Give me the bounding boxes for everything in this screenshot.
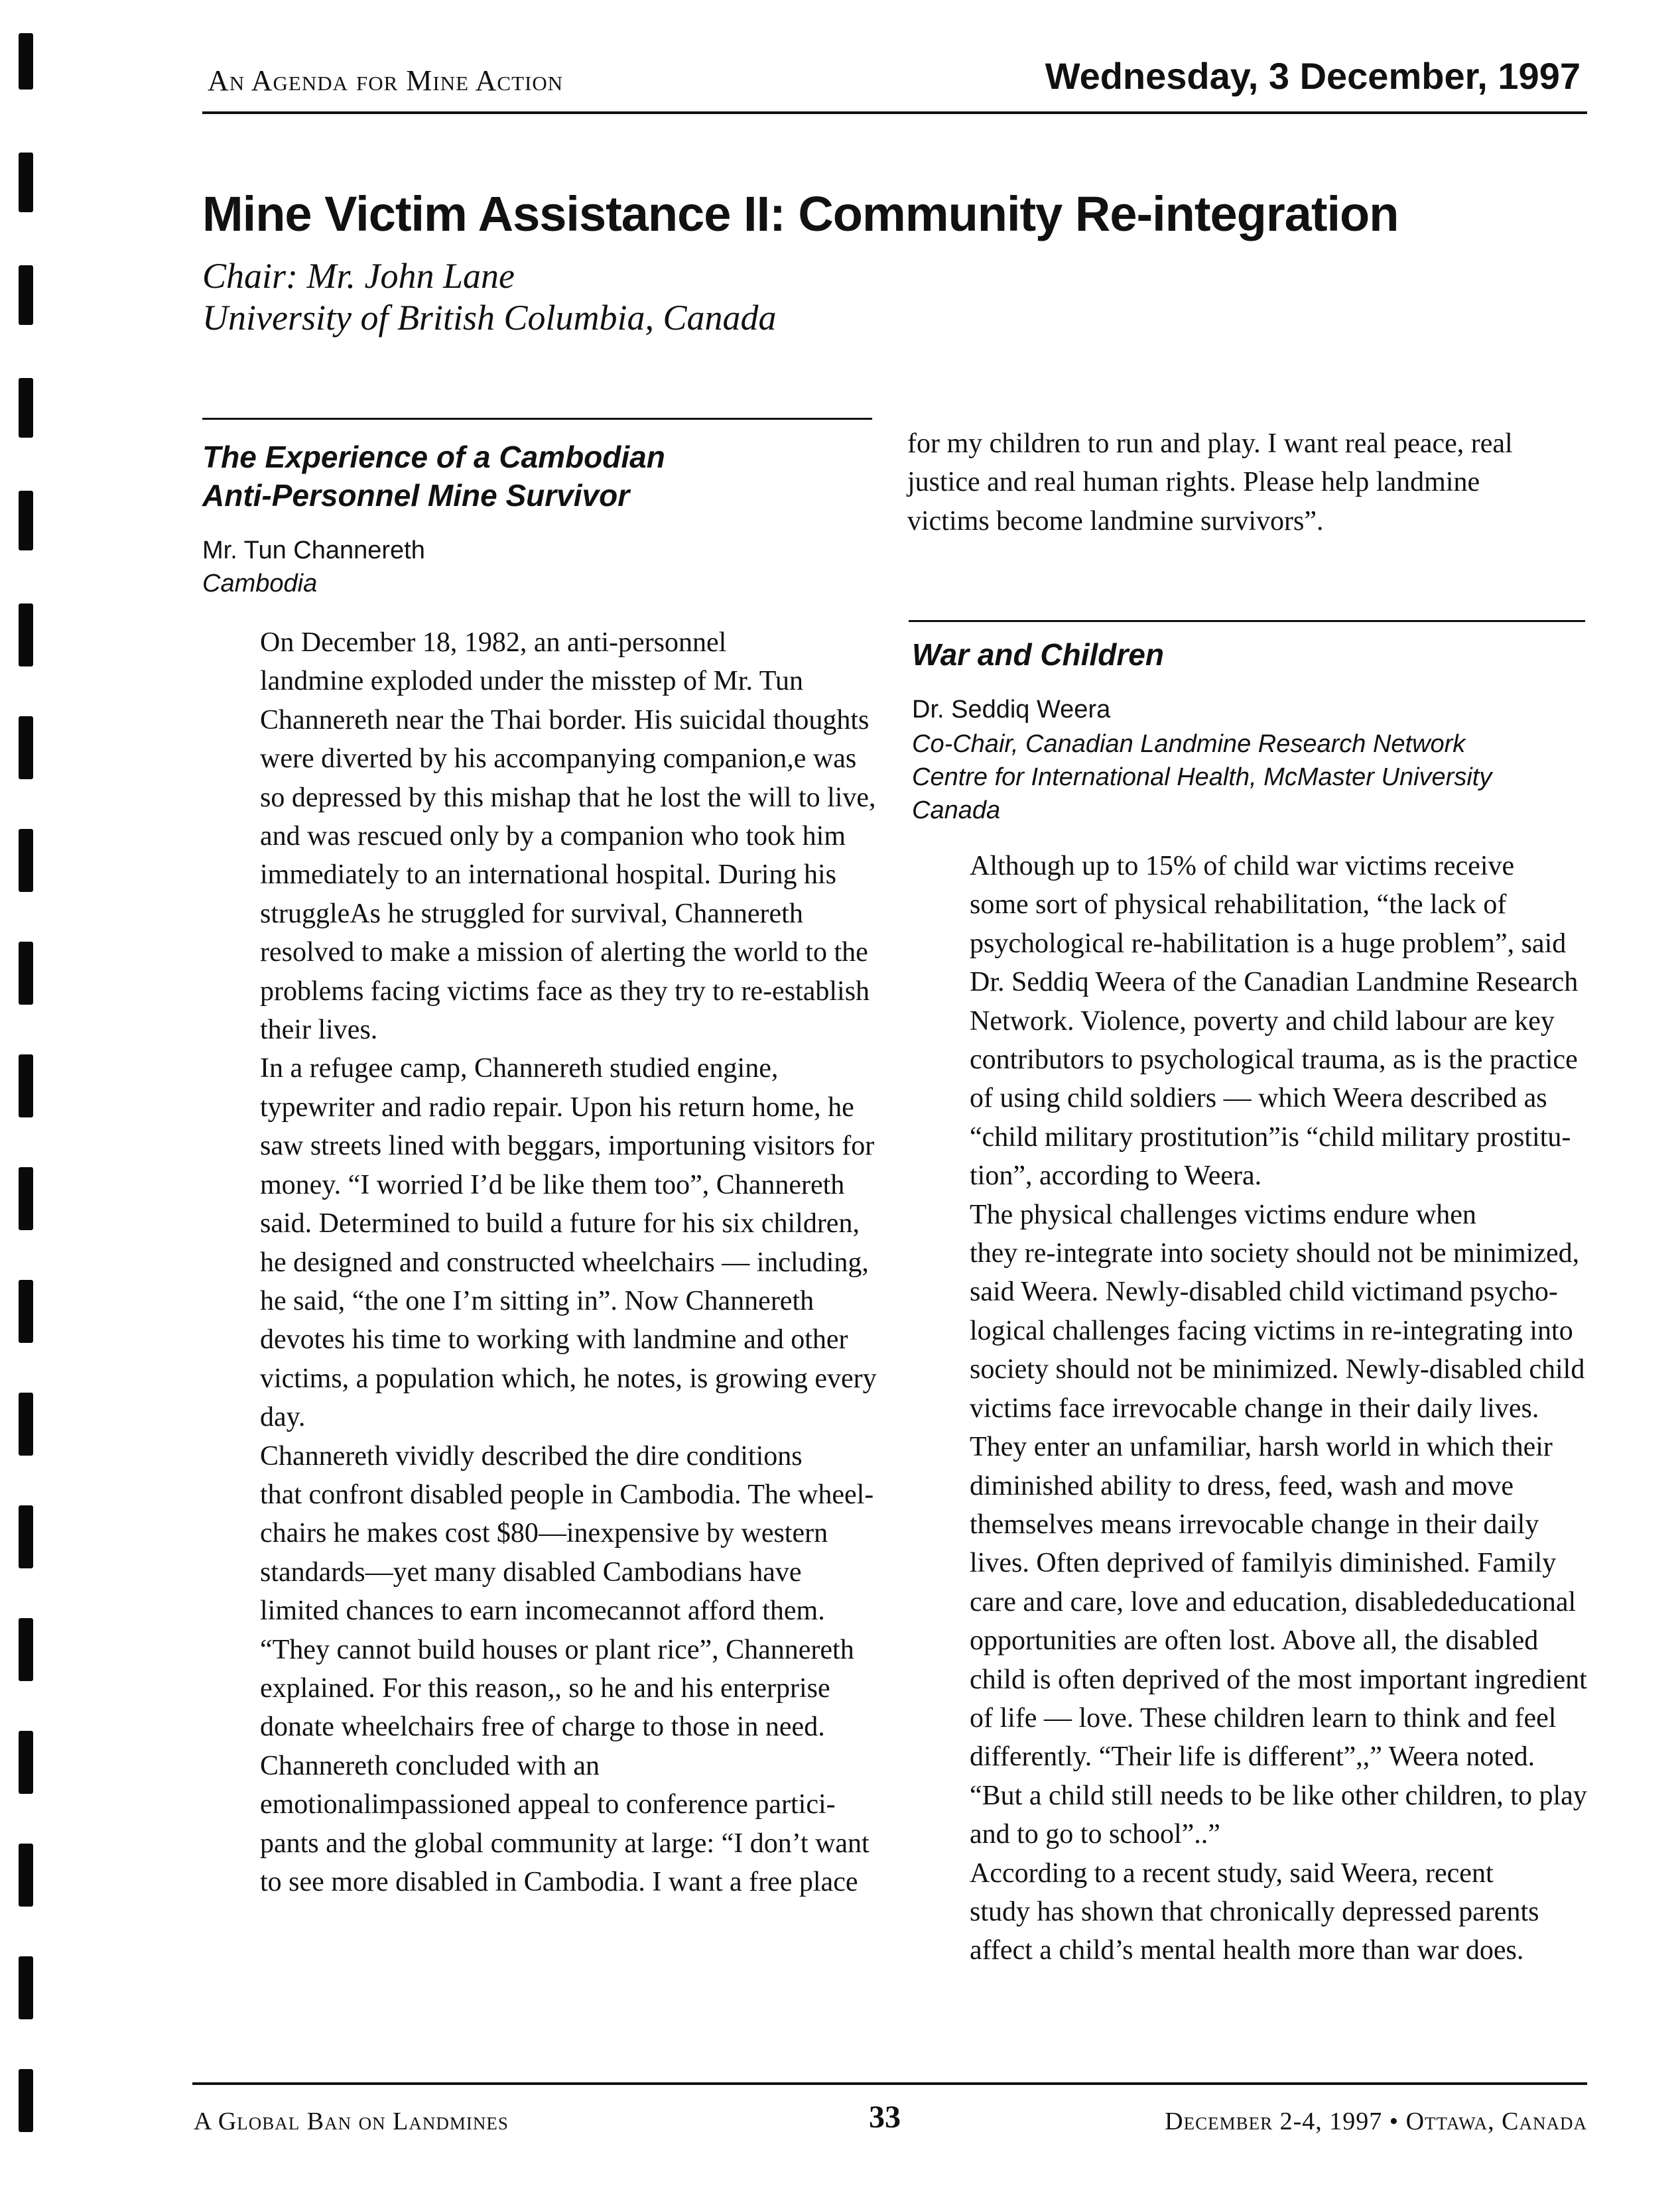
body-line: They enter an unfamiliar, harsh world in which their bbox=[970, 1432, 1553, 1463]
body-paragraph bbox=[198, 1747, 881, 1902]
article-title: War and Children bbox=[912, 637, 1164, 672]
body-line: landmine exploded under the misstep of Mr. Tun bbox=[260, 666, 803, 697]
article-author-country: Cambodia bbox=[202, 570, 318, 598]
affiliation-line: Centre for International Health, McMaster University bbox=[912, 763, 1492, 791]
body-line: Network. Violence, poverty and child labour are key bbox=[970, 1005, 1555, 1037]
body-paragraph bbox=[198, 1437, 881, 1747]
binding-mark bbox=[19, 33, 33, 90]
body-line: for my children to run and play. I want real peace, real bbox=[907, 428, 1513, 459]
affiliation-line: Co-Chair, Canadian Landmine Research Network bbox=[912, 730, 1466, 758]
binding-mark bbox=[19, 942, 33, 1005]
footer-publication: A Global Ban on Landmines bbox=[194, 2108, 509, 2135]
article-author: Mr. Tun Channereth bbox=[202, 536, 425, 564]
body-line: “They cannot build houses or plant rice”, Channereth bbox=[260, 1634, 854, 1665]
body-line: explained. For this reason,, so he and his enterprise bbox=[260, 1672, 830, 1704]
binding-mark bbox=[19, 603, 33, 666]
body-line: opportunities are often lost. Above all, the disabled bbox=[970, 1625, 1539, 1657]
session-chair: Chair: Mr. John Lane bbox=[202, 256, 515, 296]
body-line: of life — love. These children learn to think and feel bbox=[970, 1702, 1557, 1733]
page-number: 33 bbox=[869, 2100, 901, 2135]
body-paragraph bbox=[198, 1049, 881, 1436]
body-paragraph bbox=[907, 1854, 1590, 1970]
body-line: said Weera. Newly-disabled child victimand psycho- bbox=[970, 1277, 1558, 1308]
body-line: to see more disabled in Cambodia. I want a free place bbox=[260, 1867, 858, 1897]
body-line: he said, “the one I’m sitting in”. Now Channereth bbox=[260, 1285, 814, 1316]
binding-mark bbox=[19, 2069, 33, 2132]
article-author: Dr. Seddiq Weera bbox=[912, 696, 1111, 724]
article-author-affiliation bbox=[912, 727, 1492, 827]
page-header bbox=[202, 54, 1587, 114]
body-line: problems facing victims face as they try to re-establish bbox=[260, 976, 870, 1007]
session-title: Mine Victim Assistance II: Community Re-integration bbox=[202, 186, 1399, 241]
binding-mark bbox=[19, 1956, 33, 2019]
body-line: victims, a population which, he notes, is growing every bbox=[260, 1363, 877, 1394]
body-line: differently. “Their life is different”,,” Weera noted. bbox=[970, 1741, 1535, 1773]
body-line: pants and the global community at large: “I don’t want bbox=[260, 1828, 870, 1859]
body-line: themselves means irrevocable change in their daily bbox=[970, 1509, 1539, 1540]
binding-mark bbox=[19, 1844, 33, 1907]
binding-mark bbox=[19, 829, 33, 892]
body-line: contributors to psychological trauma, as is the practice bbox=[970, 1044, 1578, 1076]
binding-mark bbox=[19, 1618, 33, 1681]
body-line: Channereth near the Thai border. His suicidal thoughts bbox=[260, 704, 870, 735]
body-paragraph bbox=[907, 424, 1590, 540]
footer-divider bbox=[192, 2082, 1587, 2085]
body-line: donate wheelchairs free of charge to those in need. bbox=[260, 1712, 825, 1743]
body-paragraph bbox=[907, 1196, 1590, 1854]
body-line: Although up to 15% of child war victims receive bbox=[970, 851, 1515, 881]
body-line: child is often deprived of the most important ingredient bbox=[970, 1664, 1587, 1695]
body-line: logical challenges facing victims in re-integrating into bbox=[970, 1315, 1573, 1346]
body-line: day. bbox=[260, 1402, 306, 1433]
body-line: struggleAs he struggled for survival, Channereth bbox=[260, 898, 803, 929]
body-line: their lives. bbox=[260, 1015, 378, 1046]
body-line: care and care, love and education, disablededucational bbox=[970, 1586, 1577, 1617]
body-line: “But a child still needs to be like other children, to play bbox=[970, 1780, 1587, 1811]
binding-mark bbox=[19, 716, 33, 779]
body-line: devotes his time to working with landmine and other bbox=[260, 1324, 848, 1355]
body-line: immediately to an international hospital. During his bbox=[260, 859, 836, 891]
body-line: On December 18, 1982, an anti-personnel bbox=[260, 627, 727, 658]
body-line: were diverted by his accompanying companion,e was bbox=[260, 743, 857, 775]
body-line: Dr. Seddiq Weera of the Canadian Landmine Research bbox=[970, 967, 1579, 998]
body-line: “child military prostitution”is “child military prostitu- bbox=[970, 1121, 1571, 1153]
body-line: The physical challenges victims endure when bbox=[970, 1199, 1476, 1230]
body-line: justice and real human rights. Please help landmine bbox=[907, 467, 1480, 498]
body-line: that confront disabled people in Cambodia. The wheel- bbox=[260, 1479, 874, 1510]
body-paragraph bbox=[907, 847, 1590, 1196]
body-line: and was rescued only by a companion who took him bbox=[260, 821, 846, 852]
body-line: of using child soldiers — which Weera described as bbox=[970, 1083, 1547, 1114]
body-line: chairs he makes cost $80—inexpensive by western bbox=[260, 1518, 828, 1549]
article-title-line: The Experience of a Cambodian bbox=[202, 440, 665, 474]
binding-mark bbox=[19, 1054, 33, 1117]
body-line: Channereth concluded with an bbox=[260, 1750, 600, 1781]
body-line: limited chances to earn incomecannot afford them. bbox=[260, 1596, 825, 1627]
binding-mark bbox=[19, 1167, 33, 1230]
binding-punch-marks bbox=[19, 0, 38, 2205]
body-line: resolved to make a mission of alerting the world to the bbox=[260, 937, 868, 968]
body-line: standards—yet many disabled Cambodians have bbox=[260, 1556, 802, 1588]
article-divider bbox=[202, 418, 872, 420]
body-line: psychological re-habilitation is a huge problem”, said bbox=[970, 928, 1567, 959]
running-header-title: An Agenda for Mine Action bbox=[208, 64, 564, 97]
binding-mark bbox=[19, 153, 33, 212]
body-line: society should not be minimized. Newly-disabled child bbox=[970, 1354, 1585, 1385]
body-line: saw streets lined with beggars, importuning visitors for bbox=[260, 1131, 875, 1162]
article-continuation bbox=[907, 424, 1590, 540]
body-line: they re-integrate into society should not be minimized, bbox=[970, 1238, 1580, 1269]
body-line: some sort of physical rehabilitation, “the lack of bbox=[970, 889, 1507, 920]
binding-mark bbox=[19, 1393, 33, 1456]
body-line: victims become landmine survivors”. bbox=[907, 505, 1324, 536]
article-body-right-column bbox=[907, 847, 1590, 1970]
running-header-date: Wednesday, 3 December, 1997 bbox=[1045, 55, 1581, 97]
binding-mark bbox=[19, 1505, 33, 1568]
binding-mark bbox=[19, 265, 33, 325]
article-title-line: Anti-Personnel Mine Survivor bbox=[202, 478, 630, 513]
binding-mark bbox=[19, 1731, 33, 1794]
body-line: diminished ability to dress, feed, wash and move bbox=[970, 1470, 1514, 1501]
body-line: so depressed by this mishap that he lost the will to live, bbox=[260, 782, 876, 813]
body-line: said. Determined to build a future for his six children, bbox=[260, 1208, 860, 1239]
affiliation-line: Canada bbox=[912, 796, 1001, 824]
article-body-left-column bbox=[198, 623, 881, 1901]
session-chair-affiliation: University of British Columbia, Canada bbox=[202, 298, 777, 338]
article-title bbox=[202, 438, 665, 515]
body-line: study has shown that chronically depressed parents bbox=[970, 1896, 1539, 1927]
body-paragraph bbox=[198, 623, 881, 1049]
body-line: In a refugee camp, Channereth studied engine, bbox=[260, 1053, 779, 1084]
body-line: typewriter and radio repair. Upon his return home, he bbox=[260, 1092, 854, 1123]
body-line: he designed and constructed wheelchairs — including, bbox=[260, 1247, 869, 1278]
footer-event-info: December 2-4, 1997 • Ottawa, Canada bbox=[1165, 2108, 1587, 2135]
body-line: and to go to school”..” bbox=[970, 1819, 1220, 1850]
body-line: victims face irrevocable change in their daily lives. bbox=[970, 1393, 1539, 1424]
body-line: Channereth vividly described the dire conditions bbox=[260, 1440, 803, 1472]
body-line: According to a recent study, said Weera, recent bbox=[970, 1858, 1494, 1889]
binding-mark bbox=[19, 491, 33, 550]
body-line: money. “I worried I’d be like them too”, Channereth bbox=[260, 1169, 845, 1200]
body-line: emotionalimpassioned appeal to conference partici- bbox=[260, 1789, 836, 1820]
binding-mark bbox=[19, 378, 33, 438]
body-line: tion”, according to Weera. bbox=[970, 1161, 1262, 1192]
body-line: lives. Often deprived of familyis diminished. Family bbox=[970, 1548, 1557, 1579]
article-divider bbox=[909, 620, 1585, 622]
binding-mark bbox=[19, 1280, 33, 1343]
body-line: affect a child’s mental health more than war does. bbox=[970, 1935, 1524, 1966]
